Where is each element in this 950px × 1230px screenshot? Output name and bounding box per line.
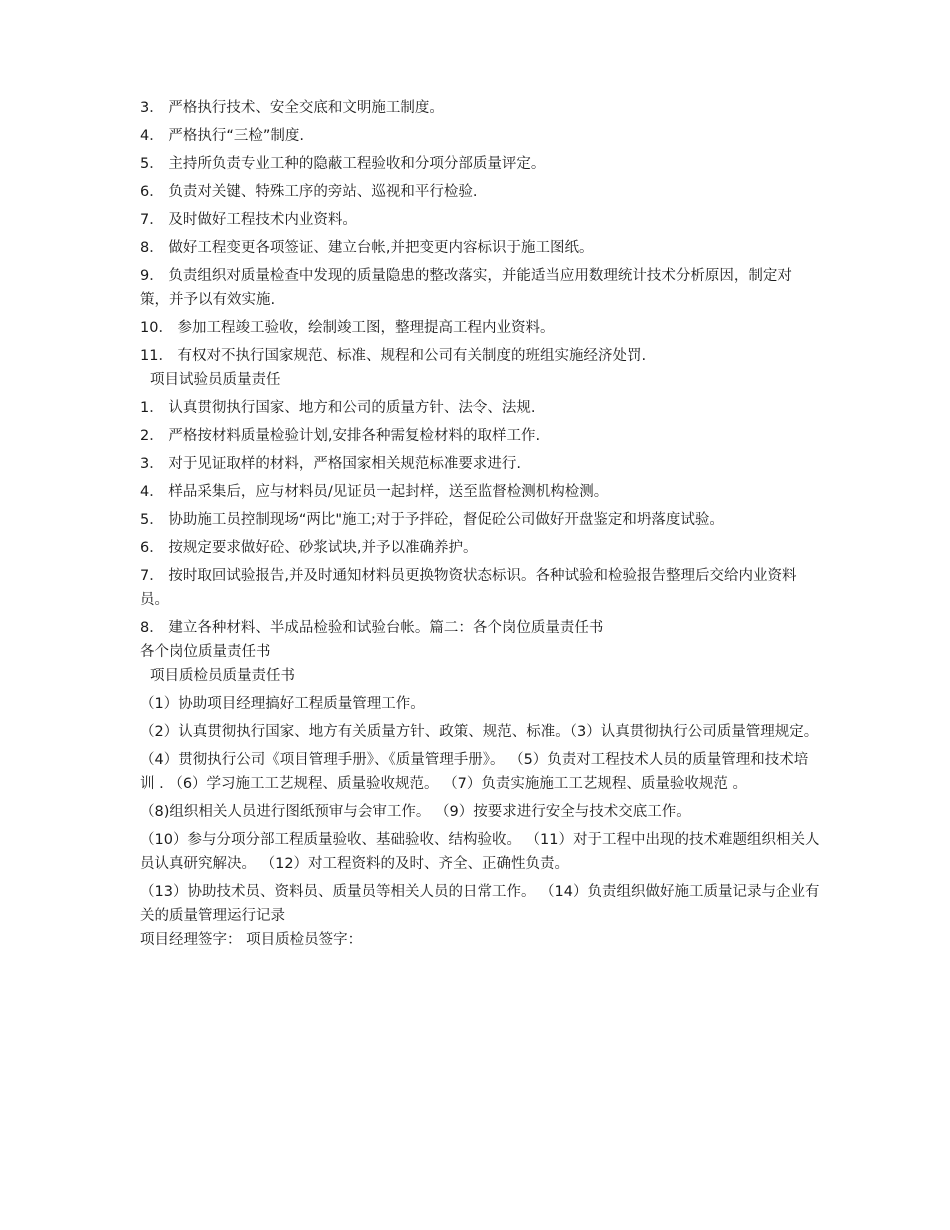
list-item: （2）认真贯彻执行国家、地方有关质量方针、政策、规范、标准。（3）认真贯彻执行公司质量管理规定。: [140, 724, 819, 740]
list-item: 4． 严格执行“三检”制度.: [140, 128, 304, 144]
list-item: 8． 做好工程变更各项签证、建立台帐,并把变更内容标识于施工图纸。: [140, 240, 594, 256]
document-body: [140, 96, 820, 956]
section-heading-tester: 项目试验员质量责任: [150, 372, 281, 388]
list-item: 6． 负责对关键、特殊工序的旁站、巡视和平行检验.: [140, 184, 478, 200]
list-item: 9． 负责组织对质量检查中发现的质量隐患的整改落实，并能适当应用数理统计技术分析原因，制定对策，并予以有效实施.: [140, 268, 792, 308]
list-item: 2． 严格按材料质量检验计划,安排各种需复检材料的取样工作.: [140, 428, 541, 444]
list-item: 7． 按时取回试验报告,并及时通知材料员更换物资状态标识。各种试验和检验报告整理后交给内业资料员。: [140, 568, 797, 608]
section-heading-inspector: 项目质检员质量责任书: [150, 668, 295, 684]
list-item: （8)组织相关人员进行图纸预审与会审工作。 （9）按要求进行安全与技术交底工作。: [140, 804, 691, 820]
list-item: 3． 严格执行技术、安全交底和文明施工制度。: [140, 100, 444, 116]
list-item: 5． 协助施工员控制现场“两比"施工;对于予拌砼，督促砼公司做好开盘鉴定和坍落度试验。: [140, 512, 724, 528]
list-item: 7． 及时做好工程技术内业资料。: [140, 212, 357, 228]
list-item: 6． 按规定要求做好砼、砂浆试块,并予以准确养护。: [140, 540, 478, 556]
list-item: 4． 样品采集后，应与材料员/见证员一起封样，送至监督检测机构检测。: [140, 484, 609, 500]
document-title: 各个岗位质量责任书: [140, 644, 271, 660]
signature-line: 项目经理签字： 项目质检员签字：: [140, 932, 363, 948]
list-item: （4）贯彻执行公司《项目管理手册》、《质量管理手册》。 （5）负责对工程技术人员的质量管理和技术培训 . （6）学习施工工艺规程、质量验收规范。 （7）负责实施施工工艺规程、质量验收规范 。: [140, 752, 809, 792]
list-item: 1． 认真贯彻执行国家、地方和公司的质量方针、法令、法规.: [140, 400, 536, 416]
list-item: 8． 建立各种材料、半成品检验和试验台帐。篇二：各个岗位质量责任书: [140, 620, 604, 636]
list-item: 10． 参加工程竣工验收，绘制竣工图，整理提高工程内业资料。: [140, 320, 555, 336]
list-item: 11． 有权对不执行国家规范、标准、规程和公司有关制度的班组实施经济处罚.: [140, 348, 647, 364]
list-item: 3． 对于见证取样的材料，严格国家相关规范标准要求进行.: [140, 456, 521, 472]
list-item: （10）参与分项分部工程质量验收、基础验收、结构验收。 （11）对于工程中出现的技术难题组织相关人员认真研究解决。 （12）对工程资料的及时、齐全、正确性负责。: [140, 832, 820, 872]
list-item: 5． 主持所负责专业工种的隐蔽工程验收和分项分部质量评定。: [140, 156, 546, 172]
list-item: （1）协助项目经理搞好工程质量管理工作。: [140, 696, 425, 712]
list-item: （13）协助技术员、资料员、质量员等相关人员的日常工作。 （14）负责组织做好施工质量记录与企业有关的质量管理运行记录: [140, 884, 820, 924]
